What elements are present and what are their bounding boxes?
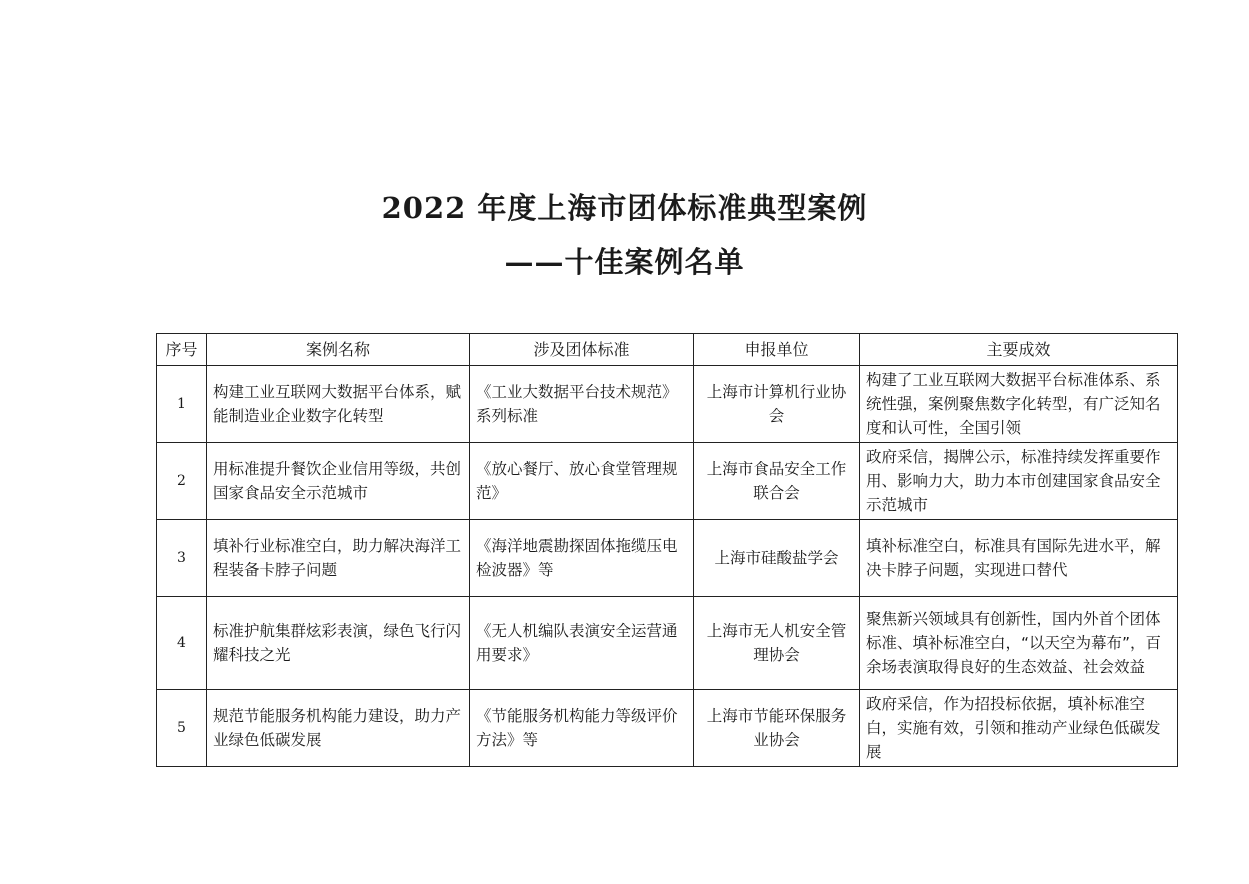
page-title	[0, 188, 1249, 282]
cell-case-name: 构建工业互联网大数据平台体系，赋能制造业企业数字化转型	[207, 366, 470, 443]
cell-org: 上海市计算机行业协会	[694, 366, 860, 443]
cell-result: 政府采信，揭牌公示，标准持续发挥重要作用、影响力大，助力本市创建国家食品安全示范城市	[860, 443, 1178, 520]
table-row	[157, 520, 1178, 597]
cell-num: 1	[157, 366, 207, 443]
table-row	[157, 597, 1178, 690]
cell-case-name: 规范节能服务机构能力建设，助力产业绿色低碳发展	[207, 690, 470, 767]
cell-num: 4	[157, 597, 207, 690]
cell-standard: 《放心餐厅、放心食堂管理规范》	[470, 443, 694, 520]
cell-org: 上海市硅酸盐学会	[694, 520, 860, 597]
header-case-name: 案例名称	[207, 334, 470, 366]
cell-num: 2	[157, 443, 207, 520]
cell-org: 上海市节能环保服务业协会	[694, 690, 860, 767]
cell-org: 上海市食品安全工作联合会	[694, 443, 860, 520]
cell-case-name: 填补行业标准空白，助力解决海洋工程装备卡脖子问题	[207, 520, 470, 597]
header-standard: 涉及团体标准	[470, 334, 694, 366]
header-num: 序号	[157, 334, 207, 366]
header-org: 申报单位	[694, 334, 860, 366]
table-header-row	[157, 334, 1178, 366]
cell-standard: 《无人机编队表演安全运营通用要求》	[470, 597, 694, 690]
cell-result: 构建了工业互联网大数据平台标准体系、系统性强，案例聚焦数字化转型，有广泛知名度和认可性，全国引领	[860, 366, 1178, 443]
table-row	[157, 690, 1178, 767]
cell-result: 政府采信，作为招投标依据，填补标准空白，实施有效，引领和推动产业绿色低碳发展	[860, 690, 1178, 767]
title-line-1: 2022 年度上海市团体标准典型案例	[381, 191, 868, 225]
cell-standard: 《节能服务机构能力等级评价方法》等	[470, 690, 694, 767]
cell-num: 3	[157, 520, 207, 597]
cases-table	[156, 333, 1178, 767]
table-row	[157, 366, 1178, 443]
cell-result: 聚焦新兴领域具有创新性，国内外首个团体标准、填补标准空白，“以天空为幕布”，百余场表演取得良好的生态效益、社会效益	[860, 597, 1178, 690]
cell-standard: 《海洋地震勘探固体拖缆压电检波器》等	[470, 520, 694, 597]
cell-case-name: 标准护航集群炫彩表演，绿色飞行闪耀科技之光	[207, 597, 470, 690]
cell-result: 填补标准空白，标准具有国际先进水平，解决卡脖子问题，实现进口替代	[860, 520, 1178, 597]
header-result: 主要成效	[860, 334, 1178, 366]
cell-org: 上海市无人机安全管理协会	[694, 597, 860, 690]
cell-num: 5	[157, 690, 207, 767]
cell-case-name: 用标准提升餐饮企业信用等级，共创国家食品安全示范城市	[207, 443, 470, 520]
cell-standard: 《工业大数据平台技术规范》系列标准	[470, 366, 694, 443]
table-row	[157, 443, 1178, 520]
title-line-2: ——十佳案例名单	[504, 245, 745, 279]
